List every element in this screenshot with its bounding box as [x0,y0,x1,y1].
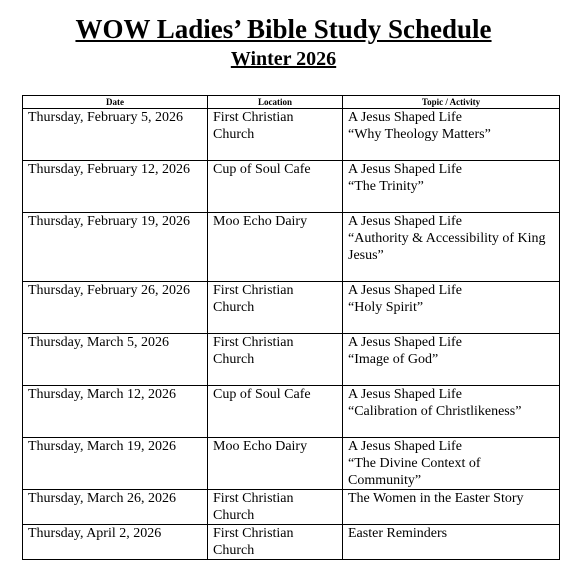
table-row [23,213,560,282]
topic-series: A Jesus Shaped Life [348,387,462,402]
table-header-row [23,96,560,109]
row-date: Thursday, February 26, 2026 [23,282,208,334]
header-date: Date [23,96,208,109]
row-topic [343,161,560,213]
row-date: Thursday, March 19, 2026 [23,438,208,490]
row-topic [343,438,560,490]
topic-title: “Why Theology Matters” [348,127,491,142]
table-row [23,282,560,334]
topic-title: “The Divine Context of Community” [348,456,481,488]
topic-series: The Women in the Easter Story [348,491,524,506]
row-date: Thursday, March 12, 2026 [23,386,208,438]
row-location: First Christian Church [208,490,343,525]
row-date: Thursday, March 5, 2026 [23,334,208,386]
topic-series: A Jesus Shaped Life [348,283,462,298]
row-topic [343,386,560,438]
row-date: Thursday, March 26, 2026 [23,490,208,525]
row-location: Cup of Soul Cafe [208,161,343,213]
topic-series: A Jesus Shaped Life [348,439,462,454]
table-row [23,525,560,560]
row-location: Cup of Soul Cafe [208,386,343,438]
topic-series: Easter Reminders [348,526,448,541]
table-row [23,438,560,490]
row-topic [343,490,560,525]
table-row [23,161,560,213]
topic-series: A Jesus Shaped Life [348,162,462,177]
topic-title: “Authority & Accessibility of King Jesus” [348,231,546,263]
row-date: Thursday, February 5, 2026 [23,109,208,161]
row-location: First Christian Church [208,109,343,161]
topic-series: A Jesus Shaped Life [348,110,462,125]
table-row [23,334,560,386]
schedule-table [22,95,560,560]
row-date: Thursday, February 12, 2026 [23,161,208,213]
row-topic [343,282,560,334]
row-topic [343,213,560,282]
row-date: Thursday, April 2, 2026 [23,525,208,560]
topic-title: “Holy Spirit” [348,300,424,315]
row-topic [343,334,560,386]
row-location: Moo Echo Dairy [208,438,343,490]
header-location: Location [208,96,343,109]
header-topic: Topic / Activity [343,96,560,109]
row-location: First Christian Church [208,525,343,560]
table-row [23,386,560,438]
topic-title: “Calibration of Christlikeness” [348,404,522,419]
document-subtitle: Winter 2026 [230,48,337,70]
table-row [23,490,560,525]
topic-title: “Image of God” [348,352,439,367]
row-location: Moo Echo Dairy [208,213,343,282]
topic-series: A Jesus Shaped Life [348,214,462,229]
document-title: WOW Ladies’ Bible Study Schedule [75,14,492,44]
row-date: Thursday, February 19, 2026 [23,213,208,282]
row-topic [343,525,560,560]
row-location: First Christian Church [208,282,343,334]
table-row [23,109,560,161]
row-location: First Christian Church [208,334,343,386]
topic-series: A Jesus Shaped Life [348,335,462,350]
topic-title: “The Trinity” [348,179,424,194]
row-topic [343,109,560,161]
